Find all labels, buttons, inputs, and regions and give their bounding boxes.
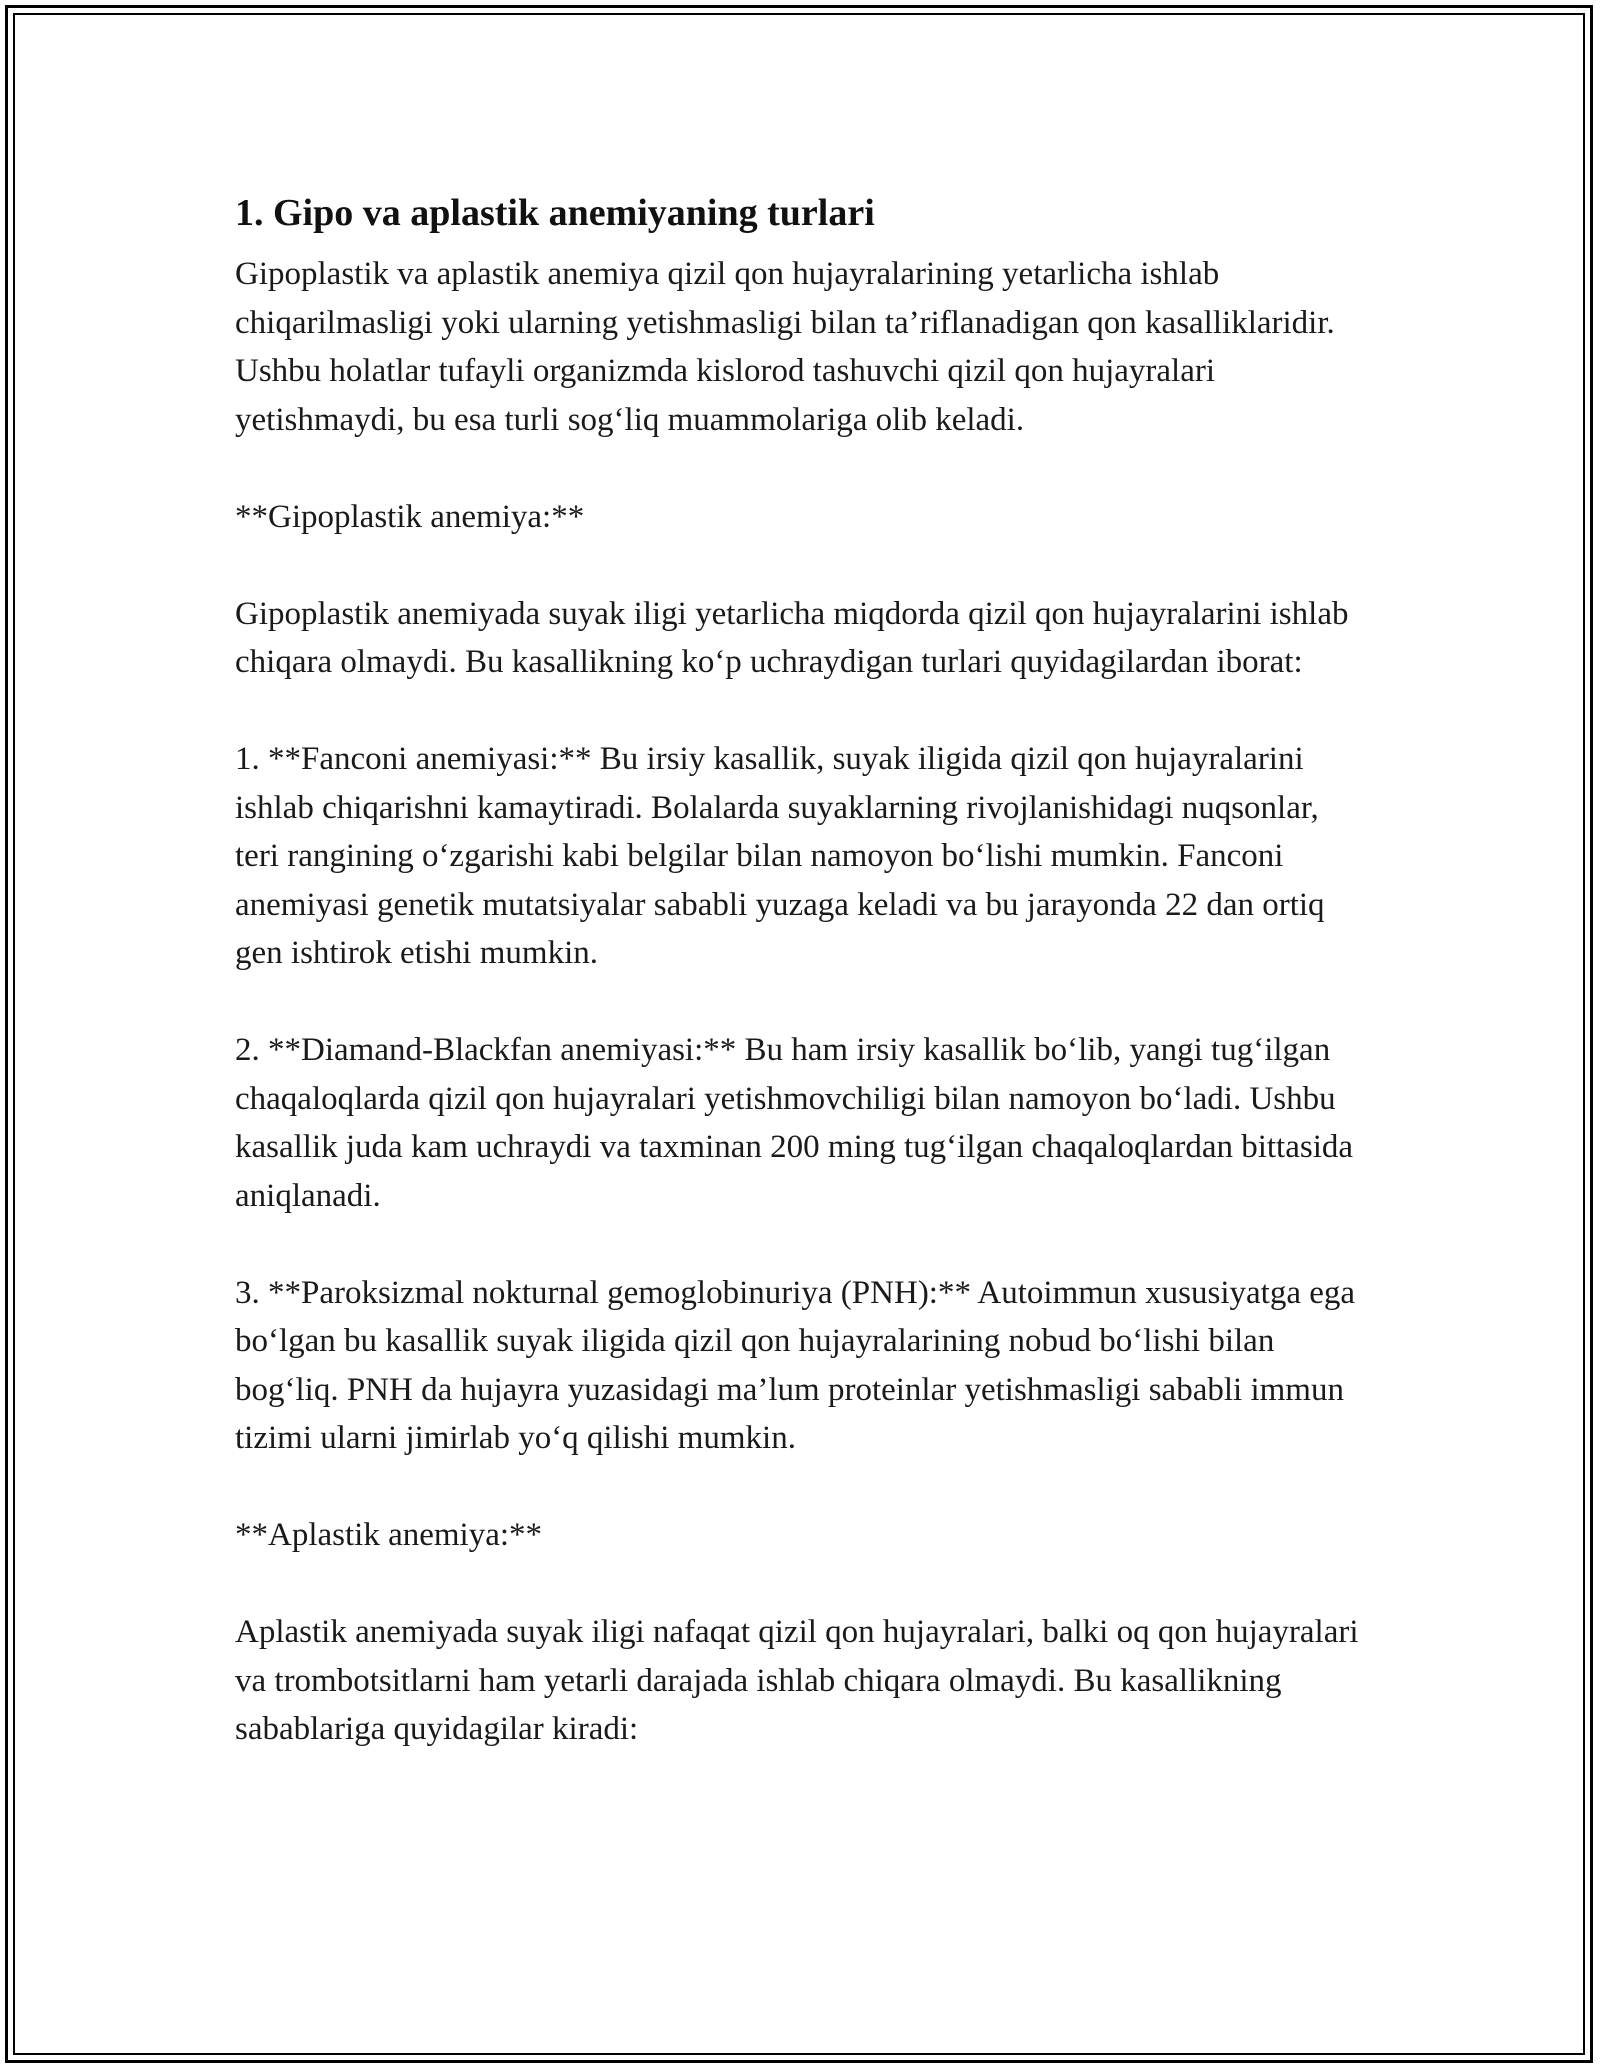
paragraph-fanconi: 1. **Fanconi anemiyasi:** Bu irsiy kasallik, suyak iligida qizil qon hujayralarini ishlab chiqarishni kamaytiradi. Bolalarda suyaklarning rivojlanishidagi nuqsonlar, teri rangining o‘zgarishi kabi belgilar bilan namoyon bo‘lishi mumkin. Fanconi anemiyasi genetik mutatsiyalar sababli yuzaga keladi va bu jarayonda 22 dan ortiq gen ishtirok etishi mumkin.	[235, 741, 1325, 971]
section-heading: 1. Gipo va aplastik anemiyaning turlari	[235, 192, 875, 234]
paragraph-aplastik-description: Aplastik anemiyada suyak iligi nafaqat qizil qon hujayralari, balki oq qon hujayralari va trombotsitlarni ham yetarli darajada ishlab chiqara olmaydi. Bu kasallikning sabablariga quyidagilar kiradi:	[235, 1614, 1359, 1747]
paragraph-pnh: 3. **Paroksizmal nokturnal gemoglobinuriya (PNH):** Autoimmun xususiyatga ega bo‘lgan bu kasallik suyak iligida qizil qon hujayralarining nobud bo‘lishi bilan bog‘liq. PNH da hujayra yuzasidagi ma’lum proteinlar yetishmasligi sababli immun tizimi ularni jimirlab yo‘q qilishi mumkin.	[235, 1274, 1356, 1456]
paragraph-diamand-blackfan: 2. **Diamand-Blackfan anemiyasi:** Bu ham irsiy kasallik bo‘lib, yangi tug‘ilgan chaqaloqlarda qizil qon hujayralari yetishmovchiligi bilan namoyon bo‘ladi. Ushbu kasallik juda kam uchraydi va taxminan 200 ming tug‘ilgan chaqaloqlardan bittasida aniqlanadi.	[235, 1032, 1354, 1214]
paragraph-subheading-aplastik: **Aplastik anemiya:**	[235, 1517, 543, 1553]
paragraph-intro: Gipoplastik va aplastik anemiya qizil qon hujayralarining yetarlicha ishlab chiqarilmasligi yoki ularning yetishmasligi bilan ta’riflanadigan qon kasalliklaridir. Ushbu holatlar tufayli organizmda kislorod tashuvchi qizil qon hujayralari yetishmaydi, bu esa turli sog‘liq muammolariga olib keladi.	[235, 256, 1335, 438]
paragraph-subheading-gipoplastik: **Gipoplastik anemiya:**	[235, 498, 585, 535]
paragraph-gipoplastik-description: Gipoplastik anemiyada suyak iligi yetarlicha miqdorda qizil qon hujayralarini ishlab chiqara olmaydi. Bu kasallikning ko‘p uchraydigan turlari quyidagilardan iborat:	[235, 595, 1349, 680]
document-body	[235, 186, 1365, 1754]
